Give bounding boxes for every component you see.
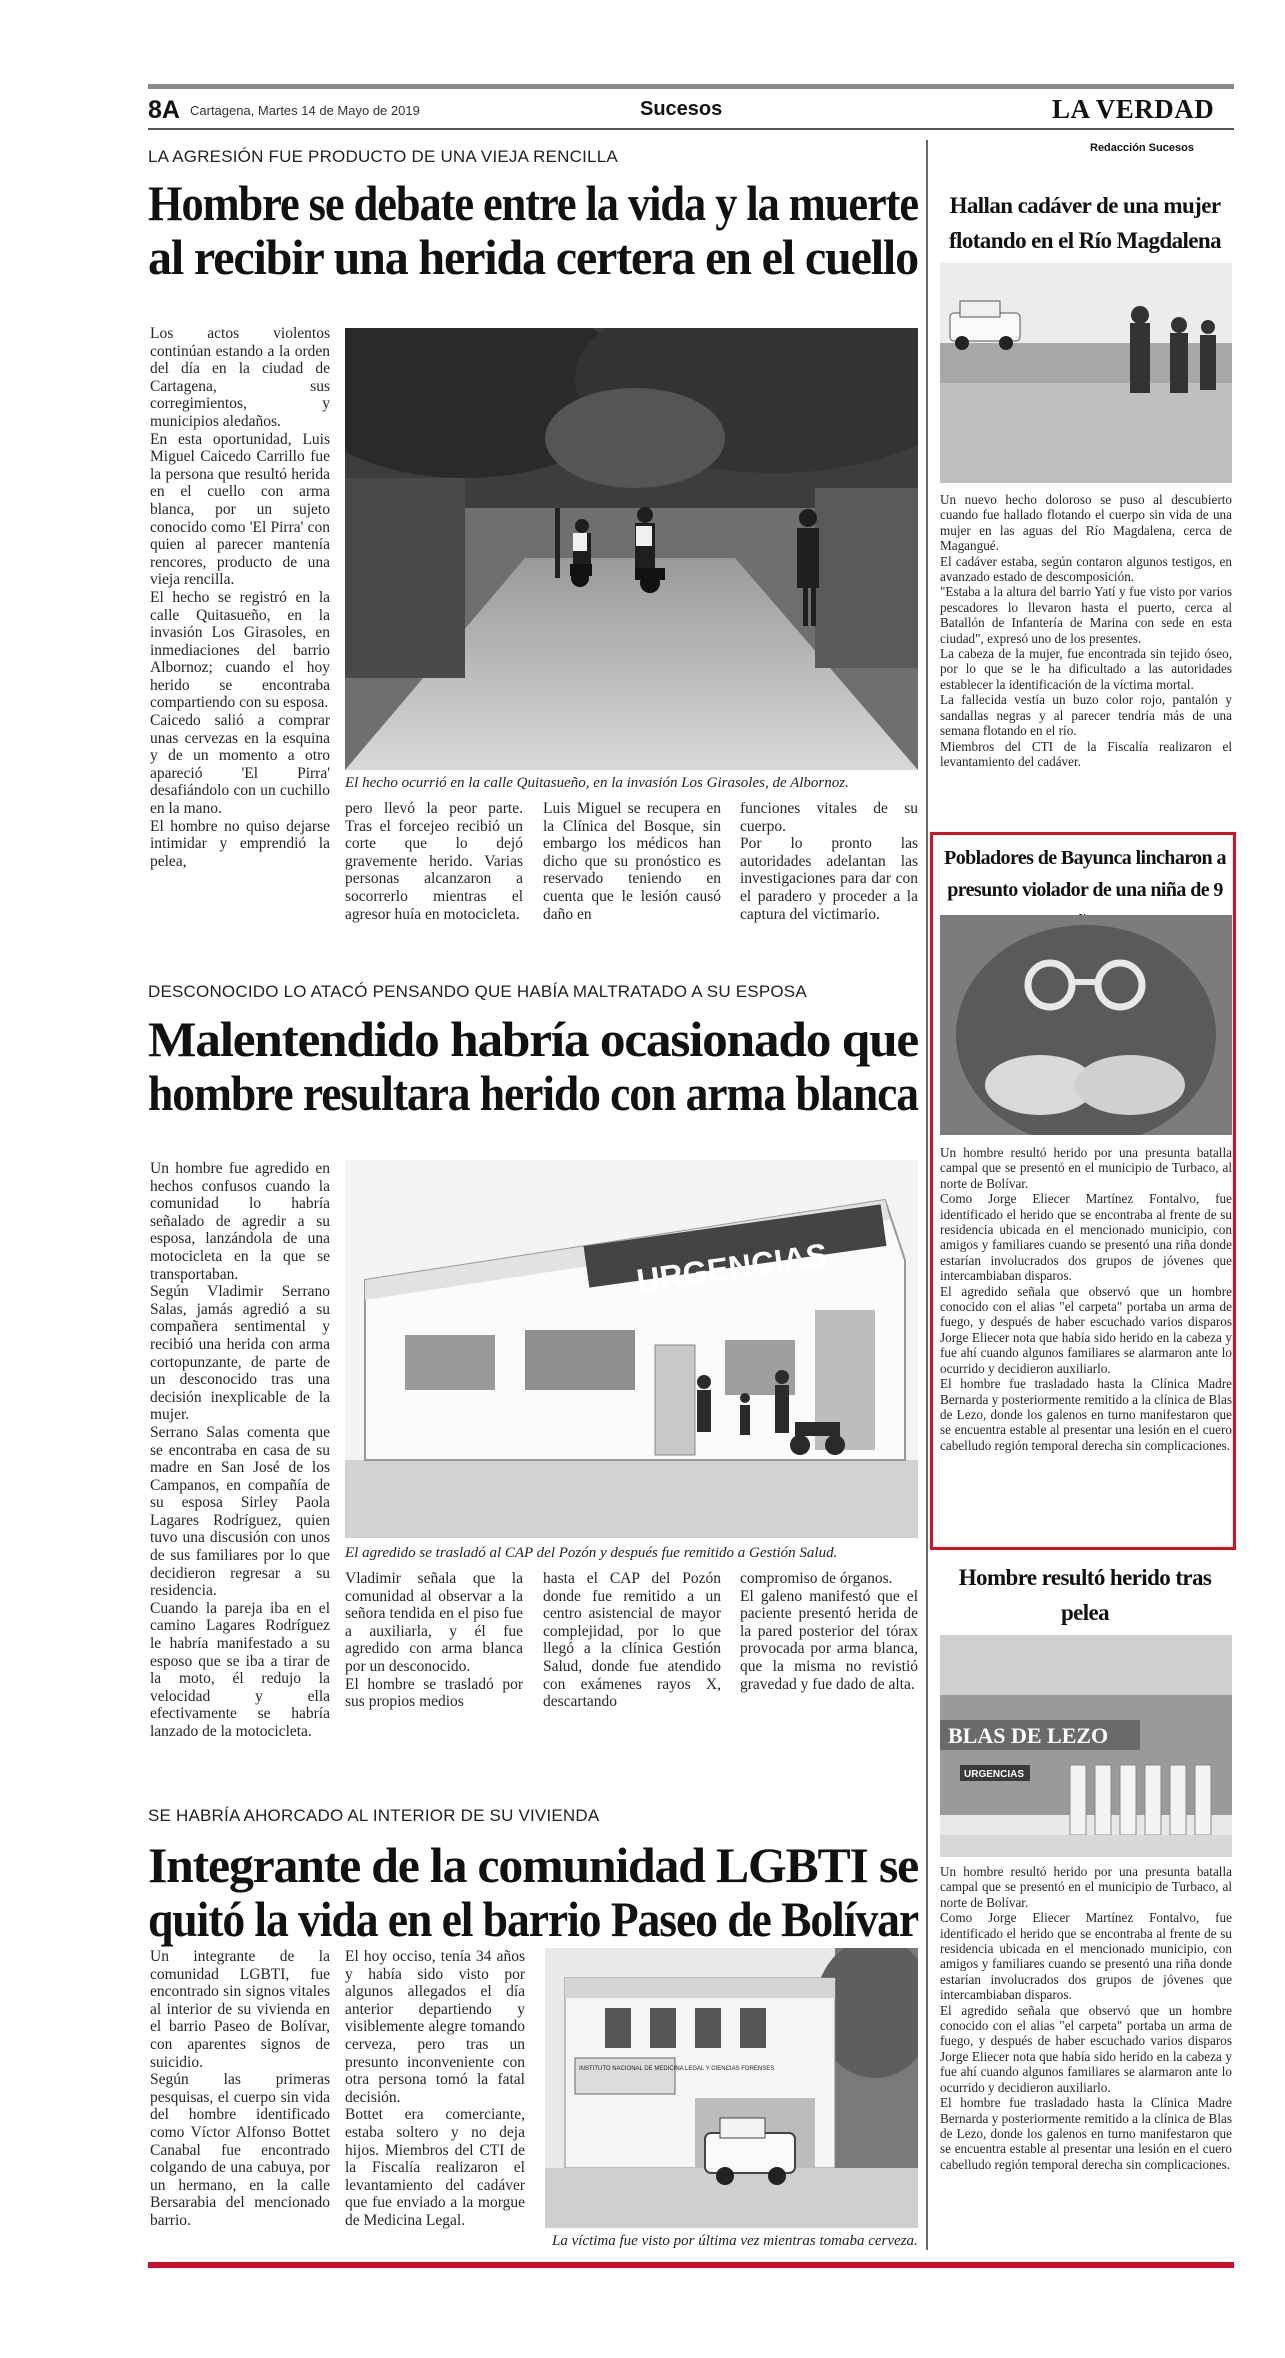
side1-body-text: Un nuevo hecho doloroso se puso al descubierto cuando fue hallado flotando el cuerpo sin vida de una mujer en las aguas del Río Magdalena, cerca de Magangué. El cadáver estaba, según contaron algunos testigos, en avanzado estado de descomposición. "Estaba a la altura del barrio Yatí y fue visto por varios pescadores lo llevaron hasta el puerto, cerca al Batallón de Infantería de Marina con sede en esta ciudad", expresó uno de los presentes. La cabeza de la mujer, fue encontrada sin tejido óseo, por lo que se le ha dificultado a las autoridades establecer la identificación de la víctima mortal. La fallecida vestía un buzo color rojo, pantalón y sandallas negras y al parecer tendría más de una semana flotando en el río. Miembros del CTI de la Fiscalía realizaron el levantamiento del cadáver.: [940, 492, 1232, 769]
side3-title-line1: Hombre resultó herido tras pelea: [958, 1565, 1212, 1625]
article3-col1: [150, 1948, 330, 2258]
article2-col3-text: hasta el CAP del Pozón donde fue remitido a un centro asistencial de mayor complejidad, por lo que llegó a la clínica Gestión Salud, donde fue atendido con exámenes rayos X, descartando: [543, 1570, 721, 1711]
article1-headline-line2: al recibir una herida certera en el cuello: [148, 229, 918, 285]
article2-col1: [150, 1160, 330, 1785]
header-rule: [148, 128, 1234, 130]
article2-caption: El agredido se trasladó al CAP del Pozón y después fue remitido a Gestión Salud.: [345, 1545, 838, 1561]
article1-col2: [345, 800, 523, 950]
article2-col4-text: compromiso de órganos. El galeno manifestó que el paciente presentó herida de la pared posterior del tórax provocada por arma blanca, que la misma no revistió gravedad y fue dado de alta.: [740, 1570, 918, 1693]
side1-title: [938, 188, 1232, 258]
column-divider: [926, 140, 928, 2250]
forensics-sign-text: INSTITUTO NACIONAL DE MEDICINA LEGAL Y CIENCIAS FORENSES: [579, 2066, 775, 2072]
side3-photo: [940, 1635, 1232, 1857]
article3-headline-line2: quitó la vida en el barrio Paseo de Bolívar: [148, 1891, 919, 1947]
article1-col4: [740, 800, 918, 950]
top-rule: [148, 84, 1234, 89]
side1-title-line2: flotando en el Río Magdalena: [949, 228, 1221, 253]
article1-col3-text: Luis Miguel se recupera en la Clínica del Bosque, sin embargo los médicos han dicho que su pronóstico es reservado teniendo en cuenta que le lesión causó daño en: [543, 800, 721, 923]
article3-col2: [345, 1948, 525, 2258]
side2-photo: [940, 915, 1232, 1135]
side1-photo: [940, 263, 1232, 483]
article1-headline: [148, 176, 918, 284]
article1-kicker: LA AGRESIÓN FUE PRODUCTO DE UNA VIEJA RENCILLA: [148, 147, 618, 166]
article1-col1-text: Los actos violentos continúan estando a la orden del día en la ciudad de Cartagena, sus corregimientos, y municipios aledaños. En esta oportunidad, Luis Miguel Caicedo Carrillo fue la persona que resultó herida en el cuello con arma blanca, por un sujeto conocido como 'El Pirra' con quien al parecer mantenía rencores, producto de una vieja rencilla. El hecho se registró en la calle Quitasueño, en la invasión Los Girasoles, en inmediaciones del barrio Albornoz; cuando el hoy herido se encontraba compartiendo con su esposa. Caicedo salió a comprar unas cervezas en la esquina y de un momento a otro apareció 'El Pirra' desafiándolo con un cuchillo en la mano. El hombre no quiso dejarse intimidar y emprendió la pelea,: [150, 325, 330, 870]
forensics-building-illustration: [545, 1948, 918, 2228]
side2-body-text: Un hombre resultó herido por una presunta batalla campal que se presentó en el municipio de Turbaco, al norte de Bolívar. Como Jorge Eliecer Martínez Fontalvo, fue identificado el herido que se encontraba al frente de su residencia ubicada en el mencionado municipio, con amigos y familiares cuando se presentó una riña donde estarían involucrados dos grupos de jóvenes que intercambiaban disparos. El agredido señala que observó que un hombre conocido con el alias "el carpeta" portaba un arma de fuego, y después de haber escuchado varios disparos Jorge Eliecer nota que había sido herido en la cabeza y fue ahí cuando algunos familiares se alarmaron ante lo ocurrido y decidieron auxiliarlo. El hombre fue trasladado hasta la Clínica Madre Bernarda y posteriormente remitido a la clínica de Blas de Lezo, donde los galenos en turno manifestaron que se encuentra estable al presentar una lesión en el cuero cabelludo región temporal derecha sin complicaciones.: [940, 1145, 1232, 1453]
urgencias-sign-text: URGENCIAS: [634, 1236, 830, 1299]
article1-photo: [345, 328, 918, 770]
blas-de-lezo-clinic-illustration: [940, 1635, 1232, 1857]
article2-col2-text: Vladimir señala que la comunidad al observar a la señora tendida en el piso fue a auxiliarla, y él fue agredido con arma blanca por un desconocido. El hombre se trasladó por sus propios medios: [345, 1570, 523, 1711]
article2-col4: [740, 1570, 918, 1785]
article2-col2: [345, 1570, 523, 1785]
side2-body: [940, 1145, 1232, 1543]
article3-headline-line1: Integrante de la comunidad LGBTI se: [148, 1837, 919, 1893]
side1-title-line1: Hallan cadáver de una mujer: [949, 193, 1221, 218]
street-scene-illustration: [345, 328, 918, 770]
bottom-rule: [148, 2262, 1234, 2268]
side3-body-text: Un hombre resultó herido por una presunta batalla campal que se presentó en el municipio de Turbaco, al norte de Bolívar. Como Jorge Eliecer Martínez Fontalvo, fue identificado el herido que se encontraba al frente de su residencia ubicada en el mencionado municipio, con amigos y familiares cuando se presentó una riña donde estarían involucrados dos grupos de jóvenes que intercambiaban disparos. El agredido señala que observó que un hombre conocido con el alias "el carpeta" portaba un arma de fuego, y después de haber escuchado varios disparos Jorge Eliecer nota que había sido herido en la cabeza y fue ahí cuando algunos familiares se alarmaron ante lo ocurrido y decidieron auxiliarlo. El hombre fue trasladado hasta la Clínica Madre Bernarda y posteriormente remitido a la clínica de Blas de Lezo, donde los galenos en turno manifestaron que se encuentra estable al presentar una lesión en el cuero cabelludo región temporal derecha sin complicaciones.: [940, 1864, 1232, 2172]
article3-kicker: SE HABRÍA AHORCADO AL INTERIOR DE SU VIVIENDA: [148, 1806, 600, 1825]
blas-de-lezo-sign-text: BLAS DE LEZO: [948, 1723, 1109, 1748]
handcuffed-hands-illustration: [940, 915, 1232, 1135]
river-scene-illustration: [940, 263, 1232, 483]
article1-col4-text: funciones vitales de su cuerpo. Por lo pronto las autoridades adelantan las investigaciones para dar con el paradero y proceder a la captura del victimario.: [740, 800, 918, 923]
article1-caption: El hecho ocurrió en la calle Quitasueño, en la invasión Los Girasoles, de Albornoz.: [345, 775, 849, 791]
article3-col2-text: El hoy occiso, tenía 34 años y había sido visto por algunos allegados el día anterior departiendo y visiblemente alegre tomando cerveza, pero tras un presunto inconveniente con otra persona tomó la fatal decisión. Bottet era comerciante, estaba soltero y no deja hijos. Miembros del CTI de la Fiscalía realizaron el levantamiento del cadáver que fue enviado a la morgue de Medicina Legal.: [345, 1948, 525, 2229]
article3-col1-text: Un integrante de la comunidad LGBTI, fue encontrado sin signos vitales al interior de su vivienda en el barrio Paseo de Bolívar, con aparentes signos de suicidio. Según las primeras pesquisas, el cuerpo sin vida del hombre identificado como Víctor Alfonso Bottet Canabal fue encontrado colgando de una cabuya, por un hermano, en la calle Bersarabia del mencionado barrio.: [150, 1948, 330, 2229]
article3-caption: La víctima fue visto por última vez mientras tomaba cerveza.: [552, 2233, 918, 2249]
article2-col1-text: Un hombre fue agredido en hechos confusos cuando la comunidad lo habría señalado de agredir a su esposa, lanzándola de una motocicleta en la que se transportaban. Según Vladimir Serrano Salas, jamás agredió a su compañera sentimental y recibió una herida con arma cortopunzante, de parte de un desconocido tras una decisión inexplicable de la mujer. Serrano Salas comenta que se encontraba en casa de su madre en San José de los Campanos, en compañía de su esposa Sirley Paola Lagares Rodríguez, quien tuvo una discusión con unos de sus familiares por lo que decidieron regresar a su residencia. Cuando la pareja iba en el camino Lagares Rodríguez le habría manifestado a su esposo que se iba a tirar de la moto, él redujo la velocidad y ella efectivamente se habría lanzado de la motocicleta.: [150, 1160, 330, 1740]
section-name: Sucesos: [640, 98, 723, 120]
article2-kicker: DESCONOCIDO LO ATACÓ PENSANDO QUE HABÍA MALTRATADO A SU ESPOSA: [148, 982, 807, 1001]
article1-col3: [543, 800, 721, 950]
page-number: 8A: [148, 96, 180, 124]
article2-headline-line2: hombre resultara herido con arma blanca: [148, 1065, 918, 1121]
article2-headline-line1: Malentendido habría ocasionado que: [148, 1011, 918, 1067]
article2-photo: [345, 1160, 918, 1538]
article1-col2-text: pero llevó la peor parte. Tras el forcejeo recibió un corte que lo dejó gravemente herido. Varias personas alcanzaron a socorrerlo mientras el agresor huía en motocicleta.: [345, 800, 523, 923]
article1-col1: [150, 325, 330, 945]
side2-title-line2: presunto violador de una niña de 9: [947, 879, 1223, 901]
article2-col3: [543, 1570, 721, 1785]
side1-body: [940, 492, 1232, 822]
masthead: LA VERDAD: [1052, 94, 1215, 124]
article2-headline: [148, 1012, 918, 1120]
article1-headline-line1: Hombre se debate entre la vida y la muerte: [148, 175, 919, 231]
side2-title-line1: Pobladores de Bayunca lincharon a: [944, 847, 1226, 869]
sidebar-byline: Redacción Sucesos: [1090, 142, 1194, 154]
article3-photo: [545, 1948, 918, 2228]
clinic-building-illustration: [345, 1160, 918, 1538]
blas-urgencias-sign-text: URGENCIAS: [964, 1769, 1025, 1780]
side3-body: [940, 1864, 1232, 2259]
article3-headline: [148, 1838, 918, 1946]
page-date: Cartagena, Martes 14 de Mayo de 2019: [190, 103, 420, 118]
